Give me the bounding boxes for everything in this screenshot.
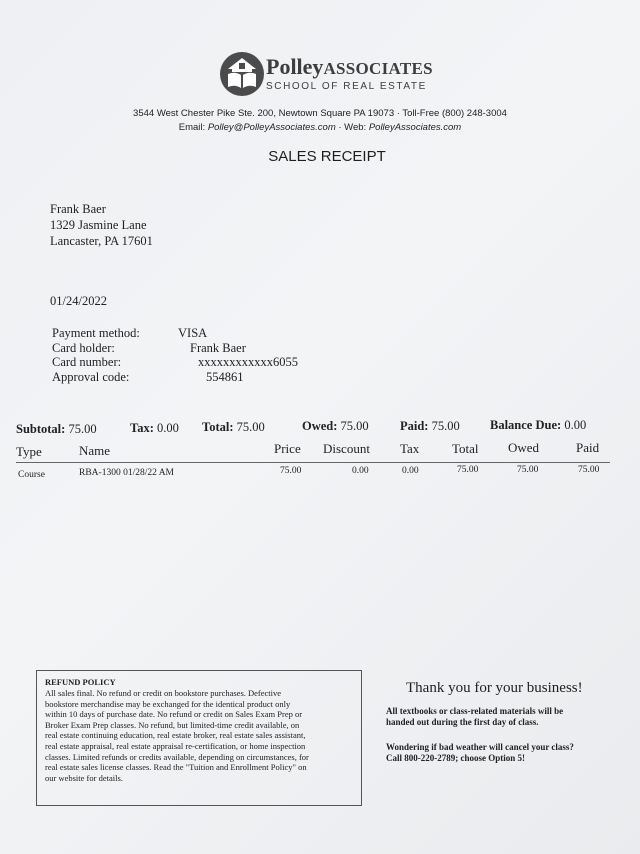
owed-label: Owed: <box>302 419 338 433</box>
card-number-value: xxxxxxxxxxxx6055 <box>198 355 298 369</box>
card-holder-label: Card holder: <box>52 341 115 355</box>
column-header-paid: Paid <box>576 440 600 455</box>
email-label: Email: <box>178 122 206 133</box>
email-link[interactable]: Polley@PolleyAssociates.com <box>207 122 336 133</box>
table-header-divider <box>16 462 610 463</box>
paid-value: 75.00 <box>431 419 460 433</box>
logo-name-suffix: ASSOCIATES <box>323 59 433 78</box>
refund-policy-box <box>36 670 362 806</box>
total-label: Total: <box>202 420 234 434</box>
balance-due <box>490 418 586 433</box>
customer-city: Lancaster, PA 17601 <box>50 234 153 248</box>
customer-name: Frank Baer <box>50 202 106 216</box>
weather-note <box>386 742 574 764</box>
approval-code-label: Approval code: <box>52 370 130 384</box>
column-header-price: Price <box>274 441 301 456</box>
textbooks-note-line: All textbooks or class-related materials will be <box>386 706 564 716</box>
web-link[interactable]: PolleyAssociates.com <box>368 122 462 133</box>
row-owed: 75.00 <box>517 465 539 475</box>
tax-label: Tax: <box>130 421 154 435</box>
weather-note-line: Call 800-220-2789; choose Option 5! <box>386 753 525 763</box>
thank-you-message: Thank you for your business! <box>406 680 583 696</box>
refund-policy-line: real estate continuing education, real estate broker, real estate sales assistant, <box>45 730 306 741</box>
total-value: 75.00 <box>236 420 265 434</box>
card-holder-value: Frank Baer <box>190 341 246 355</box>
refund-policy-line: bookstore merchandise may be exchanged for the identical product only <box>45 698 291 709</box>
row-price: 75.00 <box>280 466 302 476</box>
customer-street: 1329 Jasmine Lane <box>50 218 147 232</box>
payment-method-label: Payment method: <box>52 326 140 340</box>
column-header-name: Name <box>79 443 111 458</box>
house-book-icon <box>220 52 264 96</box>
column-header-owed: Owed <box>508 440 540 455</box>
refund-policy-line: classes. Limited refunds or credits available, depending on circumstances, for <box>45 751 309 762</box>
refund-policy-title: REFUND POLICY <box>45 677 116 687</box>
company-logo <box>220 50 450 100</box>
row-name: RBA-1300 01/28/22 AM <box>79 468 175 478</box>
refund-policy-line: Broker Exam Prep classes. No refund, but limited-time credit available, on <box>45 719 300 730</box>
weather-note-line: Wondering if bad weather will cancel your class? <box>386 742 574 752</box>
refund-policy-line: within 10 days of purchase date. No refund or credit on Sales Exam Prep or <box>45 709 303 720</box>
logo-name: Polley <box>266 54 324 79</box>
page-title: SALES RECEIPT <box>268 148 386 165</box>
row-type: Course <box>18 470 45 480</box>
row-paid: 75.00 <box>578 465 600 475</box>
payment-method-value: VISA <box>178 326 208 340</box>
balance-label: Balance Due: <box>490 418 562 432</box>
owed-value: 75.00 <box>340 419 369 433</box>
column-header-type: Type <box>16 444 42 459</box>
subtotal-value: 75.00 <box>68 422 97 436</box>
card-number-label: Card number: <box>52 355 122 369</box>
refund-policy-line: real estate appraisal, real estate appraisal re-certification, or home inspection <box>45 740 306 751</box>
tax-value: 0.00 <box>156 421 179 435</box>
logo-tagline: SCHOOL OF REAL ESTATE <box>266 81 427 92</box>
row-total: 75.00 <box>457 465 479 475</box>
web-label: · Web: <box>335 122 367 133</box>
logo-wordmark <box>266 54 433 80</box>
receipt-date: 01/24/2022 <box>50 294 107 308</box>
row-tax: 0.00 <box>402 466 419 476</box>
paid-label: Paid: <box>400 419 429 433</box>
company-contact <box>0 122 640 133</box>
owed <box>302 419 369 434</box>
textbooks-note-line: handed out during the first day of class. <box>386 717 539 727</box>
paid <box>400 419 460 434</box>
total <box>202 420 265 435</box>
column-header-total: Total <box>452 441 479 456</box>
tax <box>130 421 179 436</box>
refund-policy-line: All sales final. No refund or credit on bookstore purchases. Defective <box>45 688 282 698</box>
refund-policy-line: real estate sales license classes. Read the "Tuition and Enrollment Policy" on <box>45 762 307 773</box>
column-header-discount: Discount <box>323 441 370 456</box>
refund-policy-line: our website for details. <box>45 772 123 783</box>
balance-value: 0.00 <box>564 418 587 432</box>
subtotal-label: Subtotal: <box>16 422 66 436</box>
column-header-tax: Tax <box>400 441 420 456</box>
row-discount: 0.00 <box>352 466 369 476</box>
textbooks-note <box>386 706 563 728</box>
subtotal <box>16 422 97 437</box>
approval-code-value: 554861 <box>206 370 244 384</box>
company-address: 3544 West Chester Pike Ste. 200, Newtown Square PA 19073 · Toll-Free (800) 248-3004 <box>133 108 507 119</box>
